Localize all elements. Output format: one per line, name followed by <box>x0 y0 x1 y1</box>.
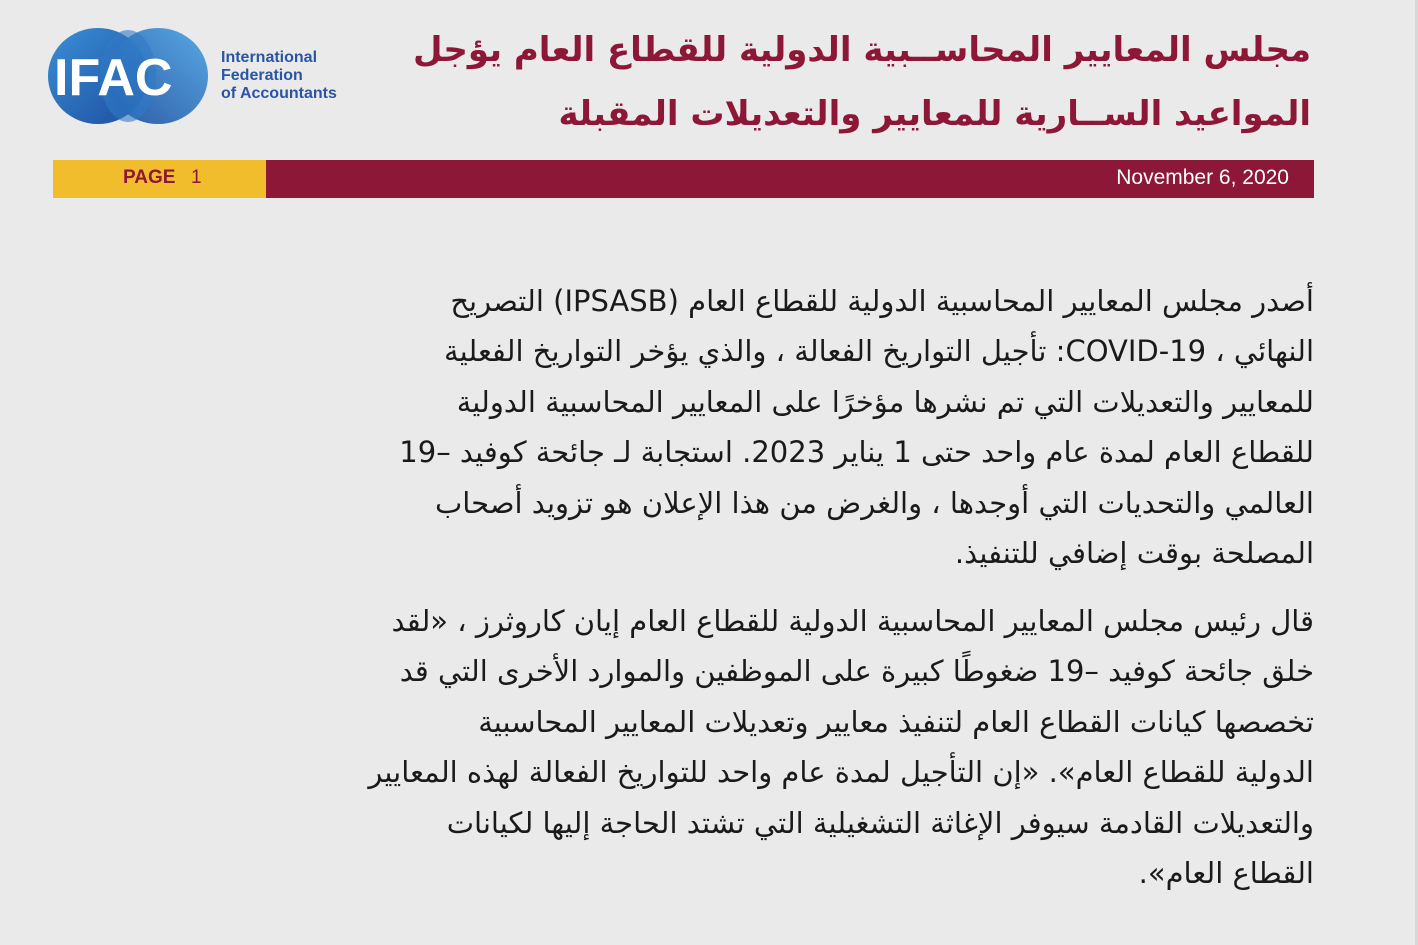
paragraph-line: للقطاع العام لمدة عام واحد حتى 1 يناير 2023. استجابة لـ جائحة كوفيد –19 <box>399 435 1314 470</box>
ifac-logo-mark-icon <box>46 24 216 128</box>
page-number: 1 <box>191 167 202 188</box>
paragraph-line: الدولية للقطاع العام». «إن التأجيل لمدة عام واحد للتواريخ الفعالة لهذه المعايير <box>368 755 1314 790</box>
logo-name-line: of Accountants <box>221 85 337 102</box>
paragraph-line: للمعايير والتعديلات التي تم نشرها مؤخرًا على المعايير المحاسبية الدولية <box>456 384 1314 419</box>
title-line: المواعيد الســارية للمعايير والتعديلات المقبلة <box>558 94 1311 134</box>
paragraph-line: القطاع العام». <box>1138 856 1314 891</box>
paragraph-line: أصدر مجلس المعايير المحاسبية الدولية للقطاع العام (IPSASB) التصريح <box>450 284 1314 318</box>
logo-name <box>221 49 337 103</box>
page-title <box>351 18 1311 146</box>
page-indicator <box>53 160 266 198</box>
paragraph-line: قال رئيس مجلس المعايير المحاسبية الدولية للقطاع العام إيان كاروثرز ، «لقد <box>391 604 1314 638</box>
publication-date: November 6, 2020 <box>1116 166 1289 189</box>
logo-mark-text: IFAC <box>54 49 173 107</box>
paragraph-line: المصلحة بوقت إضافي للتنفيذ. <box>954 536 1314 571</box>
logo-name-line: International <box>221 49 318 66</box>
title-line: مجلس المعايير المحاســبية الدولية للقطاع العام يؤجل <box>413 30 1311 70</box>
header-bar <box>53 160 1314 198</box>
paragraph-line: النهائي ، COVID-19: تأجيل التواريخ الفعالة ، والذي يؤخر التواريخ الفعلية <box>444 334 1314 369</box>
body-paragraph-2 <box>53 596 1314 898</box>
paragraph-line: والتعديلات القادمة سيوفر الإغاثة التشغيلية التي تشتد الحاجة إليها لكيانات <box>446 805 1314 840</box>
page-label: PAGE <box>123 167 176 188</box>
ifac-logo <box>46 24 356 128</box>
paragraph-line: تخصصها كيانات القطاع العام لتنفيذ معايير وتعديلات المعايير المحاسبية <box>478 704 1314 739</box>
body-paragraph-1 <box>53 276 1314 578</box>
paragraph-line: العالمي والتحديات التي أوجدها ، والغرض من هذا الإعلان هو تزويد أصحاب <box>434 485 1314 520</box>
logo-name-line: Federation <box>221 67 303 84</box>
paragraph-line: خلق جائحة كوفيد –19 ضغوطًا كبيرة على الموظفين والموارد الأخرى التي قد <box>399 654 1314 689</box>
